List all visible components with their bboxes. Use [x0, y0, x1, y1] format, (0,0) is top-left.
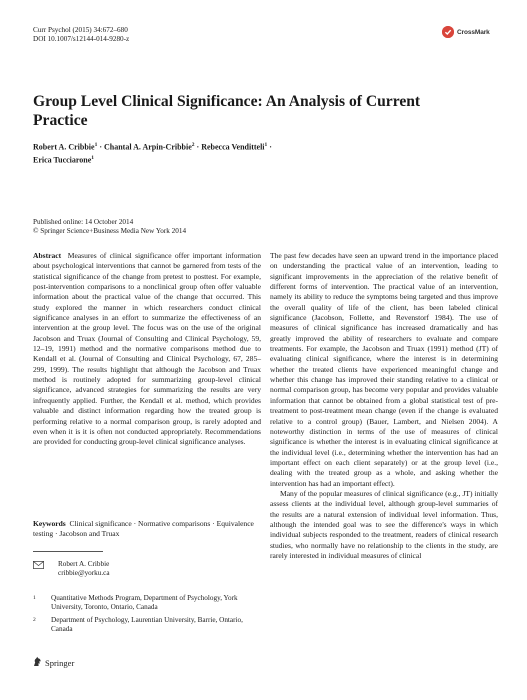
article-title: Group Level Clinical Significance: An Analysis of Current Practice: [33, 93, 421, 129]
doi-line: DOI 10.1007/s12144-014-9280-z: [33, 35, 130, 43]
author-separator: ·: [97, 142, 104, 152]
author-affiliation-mark: 1: [91, 154, 95, 161]
crossmark-icon: [442, 26, 454, 38]
body-paragraph: The past few decades have seen an upward trend in the importance placed on understanding the practical value of an intervention, leading to significant improvements in the appreciation of the relative benefit of different forms of intervention. The practical value of an intervention, namely its ability to reduce the symptoms being targeted and thus improve the overall quality of life of the client, has been labeled clinical significance (Jacobson, Follette, and Revenstorf 1984). The use of measures of clinical significance has increased dramatically and has greatly improved the ability of researchers to evaluate and compare treatments. For example, the Jacobson and Truax (1991) method (JT) of evaluating clinical significance, where the interest is in determining whether the treated clients have experienced meaningful change and whether this change has improved their standing relative to a clinical or normal comparison group, has become very popular and provides valuable information that cannot be obtained from a global statistical test of pre-treatment to post-treatment mean change (even if the change is evaluated relative to a control group) (Bauer, Lambert, and Nielsen 2004). A noteworthy distinction in terms of the use of measures of clinical significance is whether the interest is in evaluating clinical significance at the individual level (i.e., determining whether the intervention has had an important effect on each client separately) or at the group level (i.e., dealing with the treated group as a whole, and asking whether the intervention has had an important effect).: [270, 251, 498, 488]
keywords-label: Keywords: [33, 519, 66, 528]
affiliation-text: Quantitative Methods Program, Department of Psychology, York University, Toronto, Ontario, Canada: [51, 594, 238, 611]
crossmark-label: CrossMark: [457, 28, 490, 36]
publication-info: [33, 218, 293, 236]
correspondence-name: Robert A. Cribbie: [58, 560, 110, 568]
author-list: [33, 140, 453, 165]
keywords-section: [33, 519, 261, 540]
correspondence-email[interactable]: cribbie@yorku.ca: [58, 569, 110, 577]
author-separator: ·: [267, 142, 272, 152]
author-affiliation-mark: 2: [191, 142, 195, 148]
affiliation-text: Department of Psychology, Laurentian University, Barrie, Ontario, Canada: [51, 616, 243, 633]
abstract-section: [33, 251, 261, 448]
author-name[interactable]: Chantal A. Arpin-Cribbie: [103, 142, 192, 152]
publisher-name: Springer: [45, 658, 75, 668]
abstract-text: Measures of clinical significance offer important information about psychological interventions that cannot be garnered from tests of the statistical significance of the change from pretest to posttest. For example, post-intervention comparisons to a nonclinical group often offer valuable information about the practical value of the change that occurred. This study explored the manner in which researchers conduct clinical significance analyses in an effort to summarize the effectiveness of an intervention at the group level. The focus was on the use of the original Jacobson and Truax (Journal of Consulting and Clinical Psychology, 59, 12–19, 1991) method and the normative comparisons method due to Kendall et al. (Journal of Consulting and Clinical Psychology, 67, 285–299, 1999). The results highlight that although the Jacobson and Truax method is routinely adopted for summarizing group-level clinical significance, advanced strategies for summarizing the results are very infrequently applied. Further, the Kendall et al. method, which provides valuable and distinct information regarding how the treated group is performing relative to a normal comparison group, is rarely adopted and even when it is it is often not conducted appropriately. Recommendations are provided for conducting group-level clinical significance analyses.: [33, 251, 261, 447]
published-date: Published online: 14 October 2014: [33, 218, 134, 226]
author-name[interactable]: Robert A. Cribbie: [33, 142, 95, 152]
journal-citation: Curr Psychol (2015) 34:672–680: [33, 26, 128, 34]
affiliation-number: 2: [33, 617, 36, 623]
author-separator: ·: [194, 142, 202, 152]
springer-horse-icon: [33, 654, 42, 672]
keywords-text: Clinical significance · Normative comparisons · Equivalence testing · Jacobson and Truax: [33, 519, 254, 539]
crossmark-link[interactable]: [442, 26, 490, 38]
copyright-line: © Springer Science+Business Media New York 2014: [33, 227, 187, 235]
running-header: [33, 26, 333, 44]
springer-logo: [33, 654, 74, 672]
author-affiliation-mark: 1: [94, 142, 98, 148]
body-paragraph: Many of the popular measures of clinical significance (e.g., JT) initially assess clients at the individual level, although group-level summaries of the results are a natural extension of individual level information. Thus, although the intended goal was to see the difference's ways in which individual subjects responded to the treatment, readers of clinical research studies, who normally have no relationship to the clients in the study, are rarely interested in individual measures of clinical: [270, 488, 498, 560]
affiliation-number: 1: [33, 595, 36, 601]
envelope-icon: [33, 561, 44, 572]
author-affiliation-mark: 1: [264, 142, 268, 148]
footnote-divider: [33, 551, 103, 552]
abstract-label: Abstract: [33, 251, 62, 260]
author-name[interactable]: Erica Tucciarone: [33, 155, 92, 165]
author-name[interactable]: Rebecca Venditteli: [201, 142, 265, 152]
body-text-column: [270, 251, 498, 561]
